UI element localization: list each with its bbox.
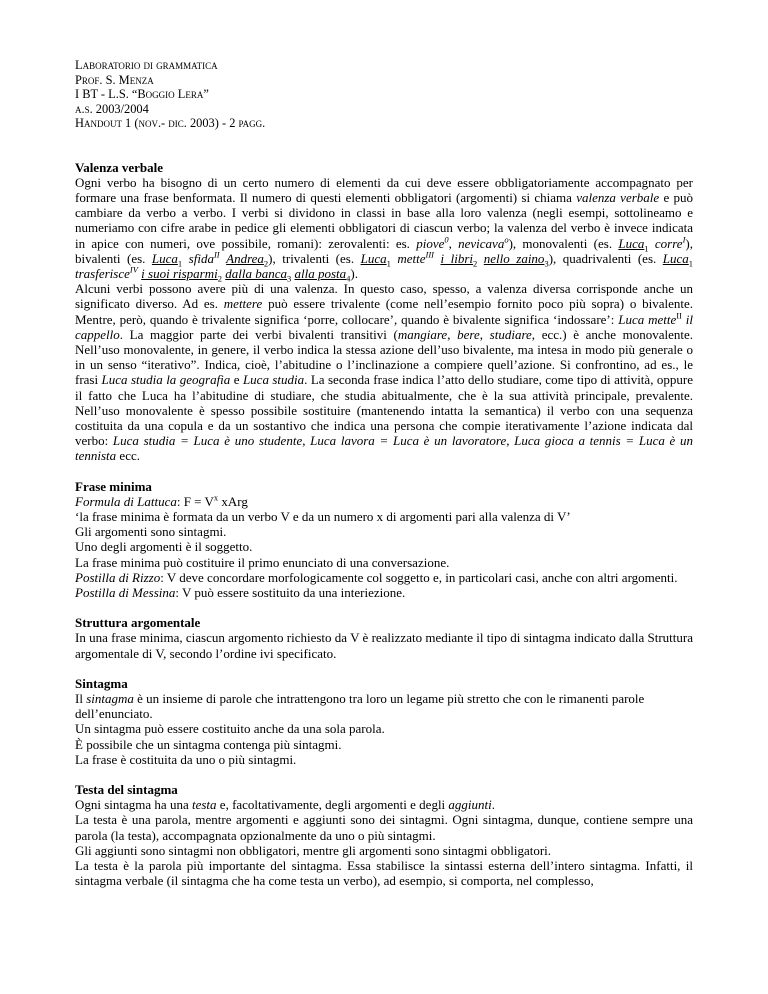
document-header <box>75 58 693 131</box>
section-sintagma <box>75 676 693 767</box>
header-year: a.s. 2003/2004 <box>75 101 149 116</box>
paragraph: La testa è la parola più importante del sintagma. Essa stabilisce la sintassi esterna dell’intero sintagma. Infatti, il sintagma verbale (il sintagma che ha come testa un verbo), ad esempio, si comporta, nel complesso, <box>75 858 693 889</box>
document-page <box>75 58 693 888</box>
paragraph: Il sintagma è un insieme di parole che intrattengono tra loro un legame più stretto che con le rimanenti parole dell’enunciato. <box>75 691 645 722</box>
text-line: ‘la frase minima è formata da un verbo V e da un numero x di argomenti pari alla valenza di V’ <box>75 508 571 524</box>
text-line: La frase minima può costituire il primo enunciato di una conversazione. <box>75 554 450 570</box>
text-line: È possibile che un sintagma contenga più sintagmi. <box>75 736 342 752</box>
formula-line: Formula di Lattuca: $F = V^x$ xArg <box>75 492 248 509</box>
text-line: Uno degli argomenti è il soggetto. <box>75 539 253 555</box>
paragraph: Ogni verbo ha bisogno di un certo numero di elementi da cui deve essere obbligatoriamente accompagnato per formare una frase benformata. Il numero di questi elementi obbligatori (argomenti) si chiama valenza verbale e può cambiare da verbo a verbo. I verbi si dividono in classi in base alla loro valenza (negli esempi, sottolineamo e numeriamo con cifre arabe in pedice gli elementi obbligatori di ciascun verbo; la valenza del verbo è invece indicata in apice con numeri, ove possibile, romani): zerovalenti: es. piove$^0$, nevicava$^o$), monovalenti (es. Luca$_1$ corre$^I$), bivalenti (es. Luca$_1$ sfida$^{II}$ Andrea$_2$), trivalenti (es. Luca$_1$ mette$^{III}$ i libri$_2$ nello zaino$_3$), quadrivalenti (es. Luca$_1$ trasferisce$^{IV}$ i suoi risparmi$_2$ dalla banca$_3$ alla posta$_4$). <box>75 174 694 284</box>
paragraph: La testa è una parola, mentre argomenti e aggiunti sono dei sintagmi. Ogni sintagma, dunque, contiene sempre una parola (la testa), accompagnata opzionalmente da uno o più sintagmi. <box>75 812 693 843</box>
header-class: I BT - L.S. “Boggio Lera” <box>75 87 209 101</box>
text-line: Un sintagma può essere costituito anche da una sola parola. <box>75 721 385 737</box>
text-line: La frase è costituita da uno o più sintagmi. <box>75 751 297 767</box>
postilla-messina: Postilla di Messina: V può essere sostituito da una interiezione. <box>75 584 406 600</box>
header-handout: Handout 1 (nov.- dic. 2003) - 2 pagg. <box>75 116 266 130</box>
section-title: Valenza verbale <box>75 159 163 175</box>
section-title: Sintagma <box>75 675 128 691</box>
section-title: Testa del sintagma <box>75 782 178 798</box>
text-line: Gli argomenti sono sintagmi. <box>75 524 227 540</box>
paragraph: Ogni sintagma ha una testa e, facoltativamente, degli argomenti e degli aggiunti. <box>75 797 496 813</box>
paragraph: In una frase minima, ciascun argomento richiesto da V è realizzato mediante il tipo di sintagma indicato dalla Struttura argomentale di V, secondo l’ordine ivi specificato. <box>75 630 693 661</box>
text-line: Gli aggiunti sono sintagmi non obbligatori, mentre gli argomenti sono sintagmi obbligatori. <box>75 842 552 858</box>
section-testa-sintagma <box>75 782 693 888</box>
header-course: Laboratorio di grammatica <box>75 58 218 72</box>
header-teacher: Prof. S. Menza <box>75 72 154 87</box>
section-struttura-argomentale <box>75 615 693 661</box>
section-valenza <box>75 160 693 464</box>
section-frase-minima <box>75 479 693 601</box>
postilla-rizzo: Postilla di Rizzo: V deve concordare morfologicamente col soggetto e, in particolari casi, anche con altri argomenti. <box>75 569 678 585</box>
paragraph: Alcuni verbi possono avere più di una valenza. In questo caso, spesso, a valenza diversa corrisponde anche un significato diverso. Ad es. mettere può essere trivalente (come nell’esempio fornito poco più sopra) o bivalente. Mentre, però, quando è trivalente significa ‘porre, collocare’, quando è bivalente significa ‘indossare’: Luca mette$^{II}$ il cappello. La maggior parte dei verbi bivalenti transitivi (mangiare, bere, studiare, ecc.) è anche monovalente. Nell’uso monovalente, in genere, il verbo indica la stessa azione dell’uso bivalente, ma intesa in modo più generale o in un senso “iterativo”. Indica, cioè, l’abitudine o l’inclinazione a compiere quell’azione. Si confrontino, ad es., le frasi Luca studia la geografia e Luca studia. La seconda frase indica l’atto dello studiare, come tipo di attività, oppure il fatto che Luca ha l’abitudine di studiare, che studia abitualmente, che è la sua attività principale, prevalente. Nell’uso monovalente è spesso possibile sostituire (mantenendo intatta la semantica) il verbo con una sequenza costituita da una copula e da un sostantivo che indica una persona che compie iterativamente l’azione indicata dal verbo: Luca studia = Luca è uno studente, Luca lavora = Luca è un lavoratore, Luca gioca a tennis = Luca è un tennista ecc. <box>75 281 694 464</box>
section-title: Frase minima <box>75 478 152 494</box>
header-spacer <box>75 131 693 160</box>
section-title: Struttura argomentale <box>75 615 201 631</box>
